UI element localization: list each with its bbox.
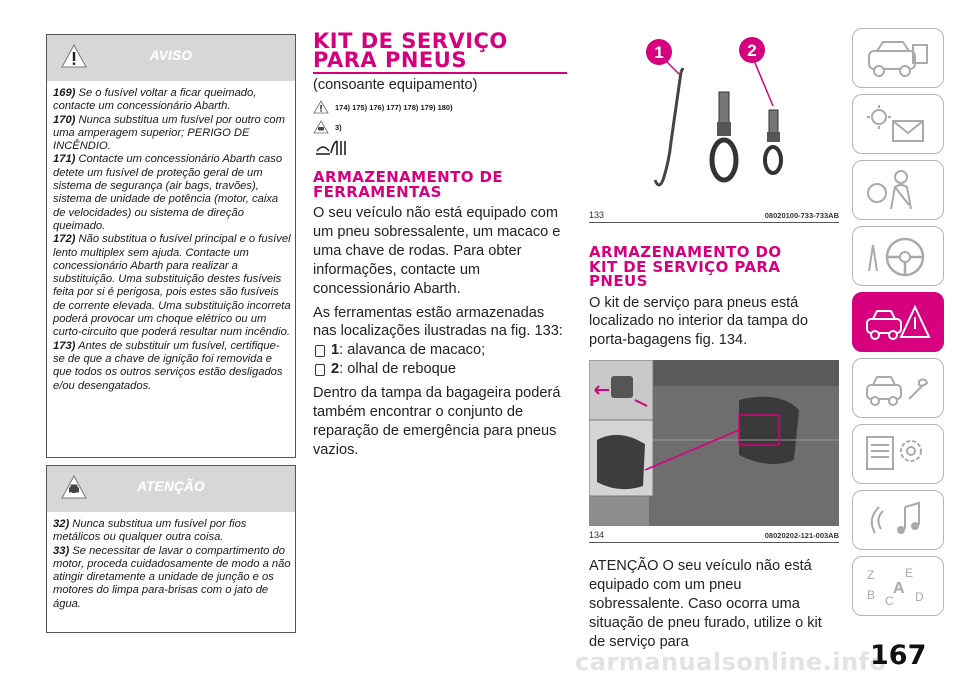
breakdown-icon: [865, 301, 931, 345]
figure-133-caption: 133 08020100-733-733AB: [589, 210, 839, 223]
svg-text:Z: Z: [867, 568, 875, 582]
steering-icon: [865, 235, 931, 279]
atencao-title: ATENÇÃO: [137, 479, 205, 494]
aviso-header: [47, 35, 295, 81]
figure-134: [589, 360, 839, 526]
column-figures: [589, 32, 839, 652]
bullet-icon: [315, 364, 325, 376]
atencao-caution-box: [46, 465, 296, 633]
tab-warning-lights[interactable]: [852, 94, 944, 154]
chapter-sidebar: [852, 28, 960, 622]
svg-text:E: E: [905, 566, 914, 580]
callout-1: 1: [654, 43, 664, 62]
bullet-icon: [315, 345, 325, 357]
seat-safety-icon: [865, 169, 931, 213]
tab-service[interactable]: [852, 358, 944, 418]
car-caution-icon: [313, 120, 329, 134]
car-info-icon: [865, 37, 931, 79]
car-service-icon: [865, 367, 931, 411]
kit-storage-text: [589, 294, 839, 351]
warning-triangle-icon: [313, 100, 329, 114]
index-icon: [865, 565, 931, 609]
tab-specs[interactable]: [852, 424, 944, 484]
aviso-warning-box: [46, 34, 296, 458]
warning-lights-icon: [865, 103, 931, 147]
atencao-header: [47, 466, 295, 512]
tab-car-info[interactable]: [852, 28, 944, 88]
svg-text:D: D: [915, 590, 924, 604]
atencao-item: 32) Nunca substitua um fusível por fios metálicos ou qualquer outra coisa.: [53, 518, 247, 544]
atencao-body: [47, 512, 295, 621]
paragraph: As ferramentas estão armazenadas nas localizações ilustradas na fig. 133:: [313, 304, 563, 340]
atencao-note: ATENÇÃO O seu veículo não está equipado com um pneu sobressalente. Caso ocorra uma situação de pneu furado, utilize o kit de serviço para: [589, 558, 822, 650]
tab-multimedia[interactable]: [852, 490, 944, 550]
section-subtitle: (consoante equipamento): [313, 77, 478, 93]
svg-text:B: B: [867, 588, 876, 602]
aviso-item: 172) Não substitua o fusível principal e o fusível lento multiplex sem ajuda. Contacte um concessionário Abarth para realizar a substituição. Uma substituição destes fusíveis feita por si é perigosa, pois estes são fusíveis de corrente elevada. Uma substituição incorreta poderá provocar um choque elétrico ou um curto-circuito que poderá resultar num incêndio.: [53, 233, 291, 339]
tools-illustration: [589, 32, 839, 206]
aviso-body: [47, 81, 295, 403]
tools-storage-text: [313, 204, 571, 460]
aviso-item: 169) Se o fusível voltar a ficar queimado, contacte um concessionário Abarth.: [53, 87, 257, 113]
aviso-title: AVISO: [149, 48, 193, 63]
tab-index[interactable]: [852, 556, 944, 616]
svg-text:A: A: [893, 580, 905, 597]
specs-icon: [865, 433, 931, 477]
column-main: [313, 29, 571, 460]
caution-refs: 3): [313, 119, 571, 135]
paragraph: Dentro da tampa da bagageira poderá também encontrar o conjunto de reparação de emergência para pneus vazios.: [313, 385, 561, 458]
environment-icon: [315, 139, 349, 157]
kit-storage-heading: ARMAZENAMENTO DO KIT DE SERVIÇO PARA PNEUS: [589, 243, 782, 290]
callout-2: 2: [747, 41, 757, 60]
warning-refs: 174) 175) 176) 177) 178) 179) 180): [313, 99, 571, 115]
title-rule: [313, 72, 567, 74]
section-title: KIT DE SERVIÇO PARA PNEUS: [313, 29, 508, 72]
aviso-item: 171) Contacte um concessionário Abarth caso detete um fusível de proteção geral de um sistema de segurança (air bags, travões), sistema de unidade de potência (motor, caixa de velocidades) ou sistema de direção queimado.: [53, 153, 283, 232]
tools-storage-heading: ARMAZENAMENTO DE FERRAMENTAS: [313, 168, 504, 201]
list-item: 2: olhal de reboque: [313, 360, 571, 379]
list-item: 1: alavanca de macaco;: [313, 341, 571, 360]
paragraph: O seu veículo não está equipado com um pneu sobressalente, um macaco e uma chave de rodas. Para obter informações, contacte um concessionário Abarth.: [313, 205, 561, 297]
figure-134-caption: 134 08020202-121-003AB: [589, 530, 839, 543]
svg-text:C: C: [885, 594, 894, 608]
tab-breakdown[interactable]: [852, 292, 944, 352]
multimedia-icon: [865, 499, 931, 543]
atencao-item: 33) Se necessitar de lavar o compartimento do motor, proceda cuidadosamente de modo a não atingir diretamente a unidade de junção e os motores do limpa para-brisas com o jato de água.: [53, 544, 291, 610]
aviso-item: 170) Nunca substitua um fusível por outro com uma amperagem superior; PERIGO DE INCÊNDIO.: [53, 113, 285, 153]
aviso-item: 173) Antes de substituir um fusível, certifique-se de que a chave de ignição foi removida e que todos os outros serviços estão desligados e/ou desengatados.: [53, 339, 283, 392]
trunk-illustration: [589, 360, 839, 526]
page-number: 167: [870, 640, 927, 671]
tab-safety[interactable]: [852, 160, 944, 220]
paragraph: O kit de serviço para pneus está localizado no interior da tampa do porta-bagagens fig. 134.: [589, 294, 809, 349]
figure-133: [589, 32, 839, 206]
watermark: carmanualsonline.info: [575, 648, 887, 676]
tab-driving[interactable]: [852, 226, 944, 286]
